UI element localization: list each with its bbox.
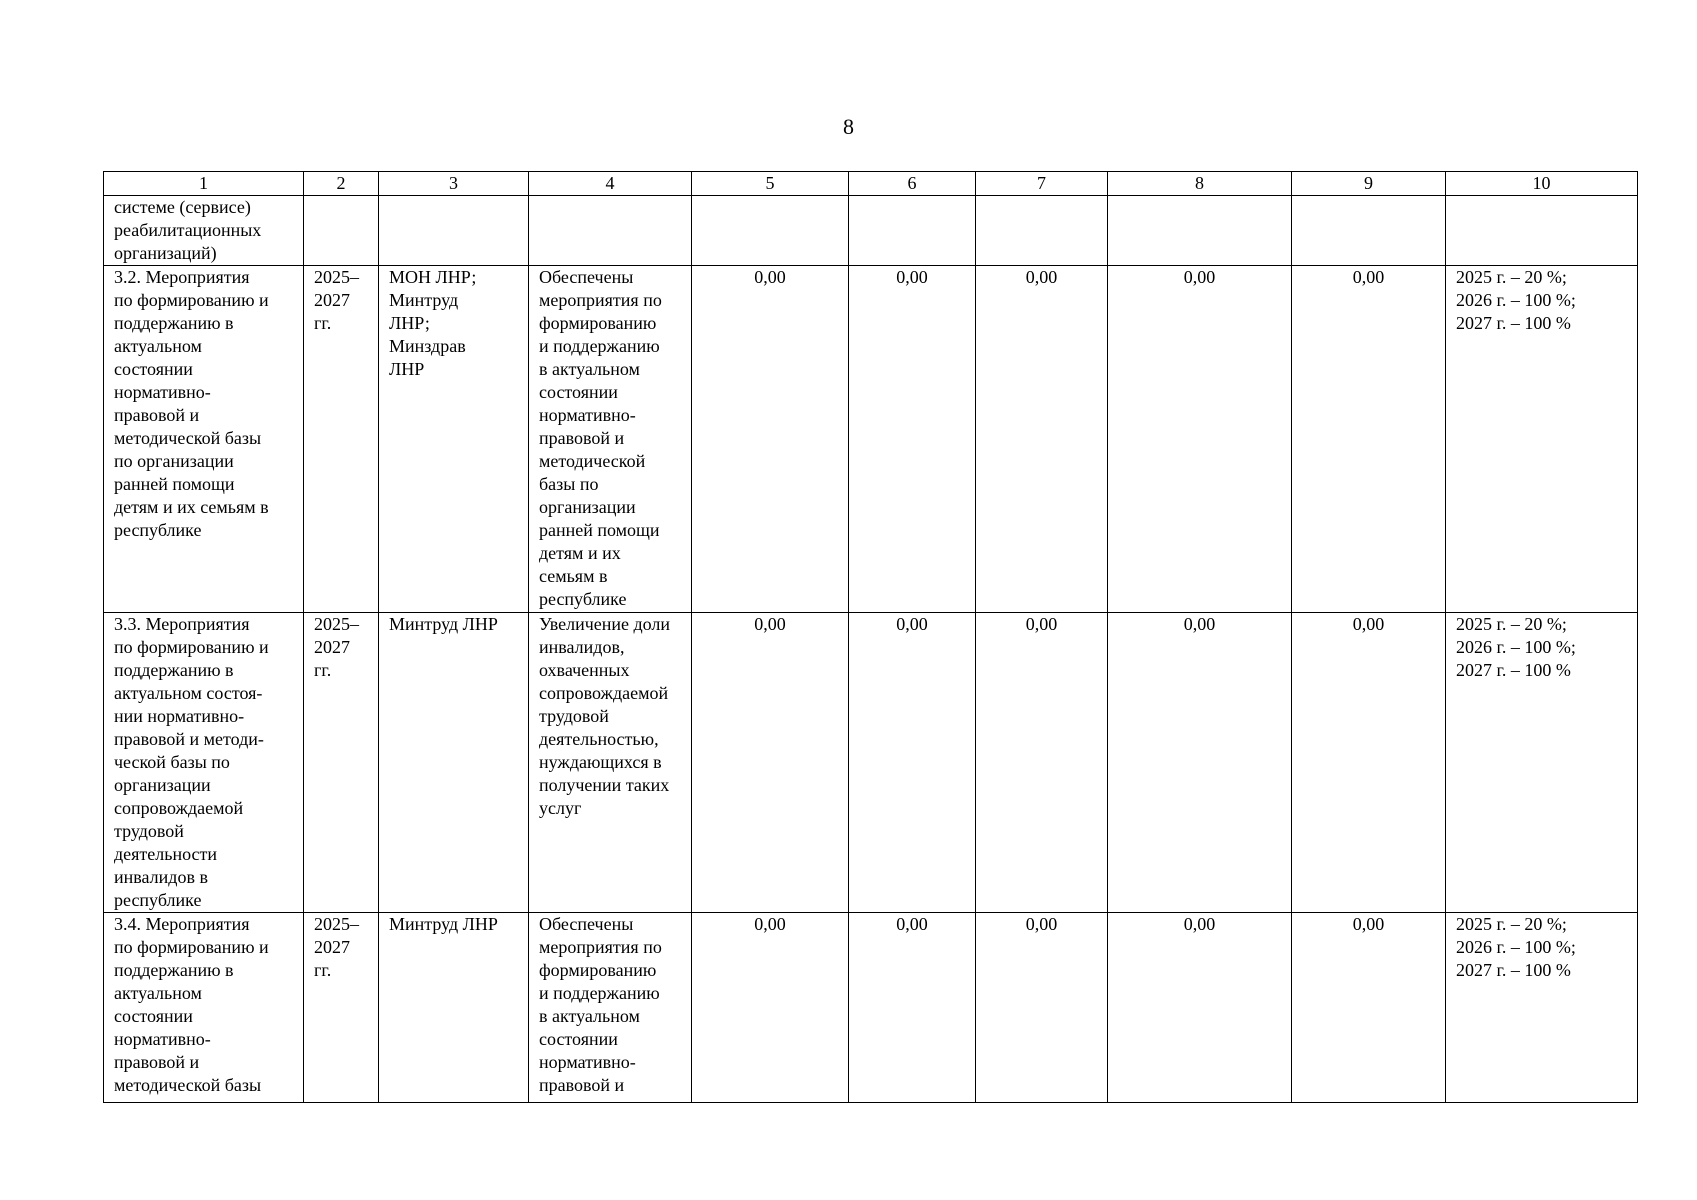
cell-line: нормативно- (539, 1052, 636, 1072)
cell-line: мероприятия по (539, 290, 662, 310)
period-cell (304, 266, 379, 613)
table-row (104, 266, 1638, 613)
executor-cell (379, 613, 529, 913)
column-header: 8 (1108, 172, 1292, 196)
cell-line: деятельности (114, 844, 218, 864)
cell-line: 3.4. Мероприятия (114, 914, 250, 934)
funding-cell: 0,00 (692, 613, 849, 913)
cell-line: МОН ЛНР; (389, 267, 477, 287)
cell-line: методической (539, 451, 646, 471)
funding-cell: 0,00 (692, 266, 849, 613)
cell-line: 3.2. Мероприятия (114, 267, 250, 287)
cell-line: реабилитационных (114, 220, 262, 240)
cell-line: ческой базы по (114, 752, 230, 772)
activity-name-cell (104, 613, 304, 913)
cell-line: поддержанию в (114, 313, 234, 333)
cell-line: 2026 г. – 100 %; (1456, 290, 1576, 310)
cell-line: 2026 г. – 100 %; (1456, 637, 1576, 657)
cell-line: 2025– (314, 914, 359, 934)
period-cell (304, 613, 379, 913)
funding-cell (1292, 196, 1446, 266)
cell-line: 2027 г. – 100 % (1456, 660, 1571, 680)
cell-line: сопровождаемой (114, 798, 244, 818)
activity-name-cell (104, 913, 304, 1103)
column-header: 6 (849, 172, 976, 196)
funding-cell: 0,00 (1108, 613, 1292, 913)
cell-line: Минтруд (389, 290, 459, 310)
column-number-header (104, 172, 1638, 196)
result-cell (529, 913, 692, 1103)
cell-line: по формированию и (114, 937, 269, 957)
cell-line: получении таких (539, 775, 670, 795)
cell-line: Обеспечены (539, 267, 634, 287)
cell-line: правовой и (114, 1052, 200, 1072)
cell-line: правовой и (539, 428, 625, 448)
cell-line: инвалидов в (114, 867, 208, 887)
cell-line: ранней помощи (114, 474, 235, 494)
executor-cell (379, 196, 529, 266)
cell-line: трудовой (539, 706, 609, 726)
cell-line: деятельностью, (539, 729, 659, 749)
cell-line: гг. (314, 960, 332, 980)
cell-line: методической базы (114, 428, 262, 448)
table-row (104, 613, 1638, 913)
funding-cell: 0,00 (976, 266, 1108, 613)
cell-line: правовой и (114, 405, 200, 425)
cell-line: актуальном (114, 983, 202, 1003)
cell-line: правовой и методи- (114, 729, 264, 749)
cell-line: 2027 (314, 937, 350, 957)
funding-cell: 0,00 (849, 913, 976, 1103)
cell-line: республике (539, 589, 627, 609)
cell-line: инвалидов, (539, 637, 625, 657)
indicator-cell (1446, 196, 1638, 266)
cell-line: гг. (314, 660, 332, 680)
indicator-cell (1446, 266, 1638, 613)
funding-cell (976, 196, 1108, 266)
column-header: 4 (529, 172, 692, 196)
funding-cell: 0,00 (1292, 266, 1446, 613)
cell-line: нормативно- (539, 405, 636, 425)
cell-line: Минздрав (389, 336, 466, 356)
result-cell (529, 196, 692, 266)
cell-line: актуальном (114, 336, 202, 356)
indicator-cell (1446, 613, 1638, 913)
cell-line: семьям в (539, 566, 608, 586)
cell-line: организации (114, 775, 211, 795)
cell-line: услуг (539, 798, 582, 818)
cell-line: формированию (539, 313, 657, 333)
funding-cell: 0,00 (976, 613, 1108, 913)
cell-line: состоянии (539, 382, 618, 402)
column-header: 7 (976, 172, 1108, 196)
program-activities-table (103, 171, 1638, 1103)
cell-line: и поддержанию (539, 336, 660, 356)
cell-line: республике (114, 520, 202, 540)
funding-cell: 0,00 (1292, 913, 1446, 1103)
column-header: 1 (104, 172, 304, 196)
cell-line: по формированию и (114, 637, 269, 657)
funding-cell (1108, 196, 1292, 266)
table-row (104, 913, 1638, 1103)
cell-line: поддержанию в (114, 660, 234, 680)
funding-cell (849, 196, 976, 266)
cell-line: гг. (314, 313, 332, 333)
cell-line: сопровождаемой (539, 683, 669, 703)
cell-line: в актуальном (539, 359, 640, 379)
cell-line: организаций) (114, 243, 217, 263)
cell-line: детям и их (539, 543, 621, 563)
indicator-cell (1446, 913, 1638, 1103)
cell-line: 2025 г. – 20 %; (1456, 267, 1567, 287)
column-header: 2 (304, 172, 379, 196)
cell-line: нии нормативно- (114, 706, 245, 726)
cell-line: 2027 г. – 100 % (1456, 960, 1571, 980)
cell-line: нормативно- (114, 382, 211, 402)
cell-line: 3.3. Мероприятия (114, 614, 250, 634)
cell-line: ранней помощи (539, 520, 660, 540)
cell-line: организации (539, 497, 636, 517)
cell-line: поддержанию в (114, 960, 234, 980)
cell-line: 2025 г. – 20 %; (1456, 614, 1567, 634)
result-cell (529, 613, 692, 913)
cell-line: 2025 г. – 20 %; (1456, 914, 1567, 934)
column-header: 10 (1446, 172, 1638, 196)
cell-line: актуальном состоя- (114, 683, 263, 703)
page-number: 8 (843, 114, 854, 139)
cell-line: по формированию и (114, 290, 269, 310)
cell-line: нормативно- (114, 1029, 211, 1049)
cell-line: 2026 г. – 100 %; (1456, 937, 1576, 957)
cell-line: состоянии (114, 359, 193, 379)
executor-cell (379, 913, 529, 1103)
cell-line: в актуальном (539, 1006, 640, 1026)
result-cell (529, 266, 692, 613)
period-cell (304, 196, 379, 266)
cell-line: 2025– (314, 614, 359, 634)
cell-line: Обеспечены (539, 914, 634, 934)
funding-cell: 0,00 (849, 613, 976, 913)
column-header: 5 (692, 172, 849, 196)
column-header: 3 (379, 172, 529, 196)
cell-line: правовой и (539, 1075, 625, 1095)
cell-line: состоянии (114, 1006, 193, 1026)
cell-line: трудовой (114, 821, 184, 841)
cell-line: Минтруд ЛНР (389, 914, 498, 934)
cell-line: охваченных (539, 660, 630, 680)
cell-line: Увеличение доли (539, 614, 671, 634)
funding-cell: 0,00 (1108, 913, 1292, 1103)
funding-cell: 0,00 (849, 266, 976, 613)
cell-line: состоянии (539, 1029, 618, 1049)
cell-line: 2025– (314, 267, 359, 287)
cell-line: 2027 г. – 100 % (1456, 313, 1571, 333)
cell-line: Минтруд ЛНР (389, 614, 498, 634)
activity-name-cell (104, 196, 304, 266)
funding-cell: 0,00 (1108, 266, 1292, 613)
cell-line: методической базы (114, 1075, 262, 1095)
cell-line: детям и их семьям в (114, 497, 269, 517)
cell-line: мероприятия по (539, 937, 662, 957)
cell-line: и поддержанию (539, 983, 660, 1003)
period-cell (304, 913, 379, 1103)
funding-cell: 0,00 (692, 913, 849, 1103)
cell-line: по организации (114, 451, 234, 471)
table-row (104, 196, 1638, 266)
cell-line: ЛНР; (389, 313, 430, 333)
cell-line: нуждающихся в (539, 752, 662, 772)
cell-line: системе (сервисе) (114, 197, 251, 217)
activity-name-cell (104, 266, 304, 613)
cell-line: формированию (539, 960, 657, 980)
column-header: 9 (1292, 172, 1446, 196)
funding-cell: 0,00 (1292, 613, 1446, 913)
executor-cell (379, 266, 529, 613)
funding-cell: 0,00 (976, 913, 1108, 1103)
funding-cell (692, 196, 849, 266)
cell-line: 2027 (314, 290, 350, 310)
cell-line: базы по (539, 474, 599, 494)
cell-line: ЛНР (389, 359, 425, 379)
cell-line: 2027 (314, 637, 350, 657)
cell-line: республике (114, 890, 202, 910)
